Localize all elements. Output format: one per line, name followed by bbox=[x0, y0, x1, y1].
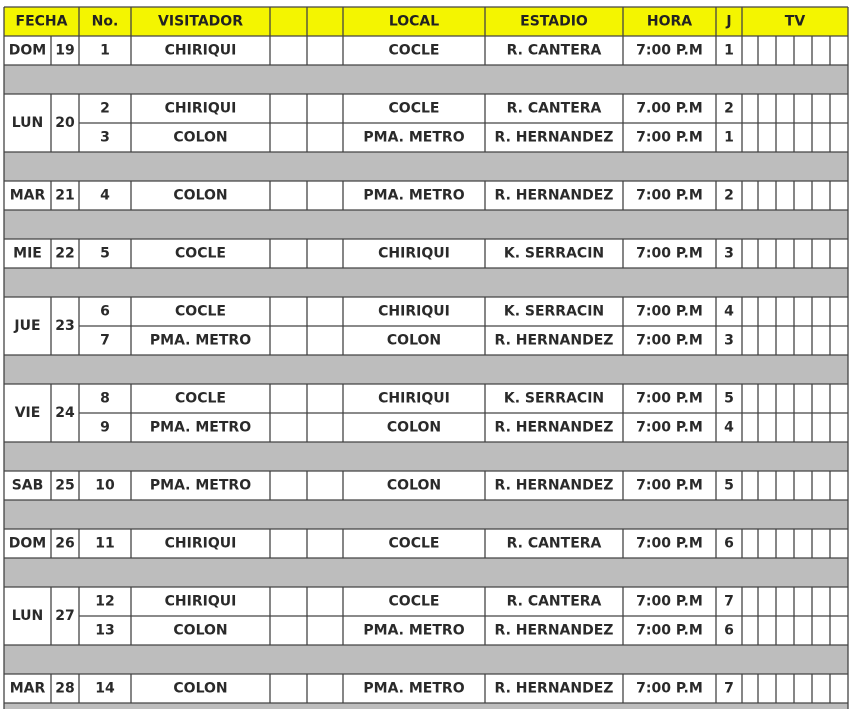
visitor-team: CHIRIQUI bbox=[164, 100, 237, 117]
header-tv: TV bbox=[784, 13, 806, 30]
header-hora: HORA bbox=[646, 13, 693, 30]
local-team: CHIRIQUI bbox=[378, 245, 450, 262]
visitor-team: COCLE bbox=[175, 303, 226, 320]
header-fecha: FECHA bbox=[15, 13, 68, 30]
day-label: LUN bbox=[11, 115, 44, 131]
separator-band bbox=[4, 210, 848, 239]
game-time: 7:00 P.M bbox=[636, 42, 703, 59]
game-time: 7:00 P.M bbox=[636, 535, 703, 552]
separator-band bbox=[4, 442, 848, 471]
stadium-name: R. HERNANDEZ bbox=[494, 477, 614, 494]
visitor-team: COCLE bbox=[175, 390, 226, 407]
game-time: 7:00 P.M bbox=[636, 622, 703, 639]
stadium-name: R. CANTERA bbox=[506, 535, 602, 552]
visitor-team: PMA. METRO bbox=[149, 332, 252, 349]
local-team: COLON bbox=[386, 419, 442, 436]
game-number: 9 bbox=[100, 419, 110, 436]
header-visitador: VISITADOR bbox=[158, 13, 243, 30]
visitor-team: CHIRIQUI bbox=[164, 42, 237, 59]
separator-band bbox=[4, 645, 848, 674]
game-j: 1 bbox=[724, 42, 734, 59]
game-j: 5 bbox=[724, 477, 734, 494]
stadium-name: R. HERNANDEZ bbox=[494, 622, 614, 639]
local-team: COCLE bbox=[388, 593, 440, 610]
game-number: 7 bbox=[100, 332, 110, 349]
game-time: 7:00 P.M bbox=[636, 680, 703, 697]
game-j: 5 bbox=[724, 390, 734, 407]
day-label: JUE bbox=[14, 318, 41, 334]
header-j: J bbox=[726, 13, 732, 30]
date-label: 23 bbox=[55, 318, 75, 334]
stadium-name: R. CANTERA bbox=[506, 593, 602, 610]
visitor-team: CHIRIQUI bbox=[164, 535, 237, 552]
date-label: 20 bbox=[55, 115, 75, 131]
game-number: 4 bbox=[100, 187, 110, 204]
game-j: 6 bbox=[724, 535, 734, 552]
date-label: 26 bbox=[55, 535, 75, 552]
day-label: DOM bbox=[8, 535, 47, 552]
game-number: 10 bbox=[95, 477, 115, 494]
separator-band bbox=[4, 703, 848, 709]
local-team: PMA. METRO bbox=[363, 129, 465, 146]
day-label: MAR bbox=[9, 187, 46, 204]
game-time: 7:00 P.M bbox=[636, 129, 703, 146]
game-number: 8 bbox=[100, 390, 110, 407]
day-label: MAR bbox=[9, 680, 46, 697]
game-j: 4 bbox=[724, 303, 734, 320]
stadium-name: K. SERRACIN bbox=[503, 245, 605, 262]
header-estadio: ESTADIO bbox=[520, 13, 588, 30]
date-label: 27 bbox=[55, 608, 75, 624]
day-label: SAB bbox=[11, 477, 44, 494]
local-team: COLON bbox=[386, 477, 442, 494]
game-time: 7:00 P.M bbox=[636, 245, 703, 262]
local-team: COLON bbox=[386, 332, 442, 349]
separator-band bbox=[4, 500, 848, 529]
date-label: 25 bbox=[55, 477, 75, 494]
game-number: 5 bbox=[100, 245, 110, 262]
game-j: 7 bbox=[724, 593, 734, 610]
game-number: 2 bbox=[100, 100, 110, 117]
stadium-name: R. CANTERA bbox=[506, 100, 602, 117]
visitor-team: COCLE bbox=[175, 245, 226, 262]
visitor-team: COLON bbox=[173, 129, 228, 146]
visitor-team: CHIRIQUI bbox=[164, 593, 237, 610]
game-time: 7:00 P.M bbox=[636, 477, 703, 494]
game-j: 3 bbox=[724, 245, 734, 262]
game-time: 7:00 P.M bbox=[636, 419, 703, 436]
game-number: 11 bbox=[95, 535, 115, 552]
local-team: COCLE bbox=[388, 535, 440, 552]
game-time: 7.00 P.M bbox=[636, 100, 703, 117]
separator-band bbox=[4, 152, 848, 181]
game-time: 7:00 P.M bbox=[636, 187, 703, 204]
stadium-name: R. HERNANDEZ bbox=[494, 187, 614, 204]
date-label: 28 bbox=[55, 680, 75, 697]
game-number: 12 bbox=[95, 593, 115, 610]
separator-band bbox=[4, 268, 848, 297]
local-team: PMA. METRO bbox=[363, 187, 465, 204]
game-j: 6 bbox=[724, 622, 734, 639]
game-time: 7:00 P.M bbox=[636, 332, 703, 349]
local-team: PMA. METRO bbox=[363, 680, 465, 697]
header-local: LOCAL bbox=[388, 13, 440, 30]
game-number: 14 bbox=[95, 680, 115, 697]
game-j: 1 bbox=[724, 129, 734, 146]
header-no: No. bbox=[91, 13, 119, 30]
separator-band bbox=[4, 558, 848, 587]
game-number: 13 bbox=[95, 622, 115, 639]
day-label: MIE bbox=[13, 245, 42, 262]
game-time: 7:00 P.M bbox=[636, 593, 703, 610]
game-time: 7:00 P.M bbox=[636, 303, 703, 320]
stadium-name: R. HERNANDEZ bbox=[494, 332, 614, 349]
local-team: PMA. METRO bbox=[363, 622, 465, 639]
game-j: 3 bbox=[724, 332, 734, 349]
visitor-team: PMA. METRO bbox=[149, 477, 252, 494]
game-number: 3 bbox=[100, 129, 110, 146]
separator-band bbox=[4, 65, 848, 94]
stadium-name: R. HERNANDEZ bbox=[494, 129, 614, 146]
game-time: 7:00 P.M bbox=[636, 390, 703, 407]
stadium-name: R. CANTERA bbox=[506, 42, 602, 59]
day-label: DOM bbox=[8, 42, 47, 59]
local-team: CHIRIQUI bbox=[378, 390, 450, 407]
game-j: 4 bbox=[724, 419, 734, 436]
game-j: 2 bbox=[724, 187, 734, 204]
visitor-team: COLON bbox=[173, 680, 228, 697]
day-label: VIE bbox=[14, 405, 41, 421]
separator-band bbox=[4, 355, 848, 384]
date-label: 24 bbox=[55, 405, 75, 421]
visitor-team: COLON bbox=[173, 622, 228, 639]
local-team: CHIRIQUI bbox=[378, 303, 450, 320]
visitor-team: PMA. METRO bbox=[149, 419, 252, 436]
local-team: COCLE bbox=[388, 42, 440, 59]
game-j: 2 bbox=[724, 100, 734, 117]
date-label: 19 bbox=[55, 42, 75, 59]
stadium-name: K. SERRACIN bbox=[503, 303, 605, 320]
stadium-name: R. HERNANDEZ bbox=[494, 419, 614, 436]
game-number: 6 bbox=[100, 303, 110, 320]
date-label: 22 bbox=[55, 245, 75, 262]
visitor-team: COLON bbox=[173, 187, 228, 204]
day-label: LUN bbox=[11, 608, 44, 624]
stadium-name: R. HERNANDEZ bbox=[494, 680, 614, 697]
game-j: 7 bbox=[724, 680, 734, 697]
game-number: 1 bbox=[100, 42, 110, 59]
stadium-name: K. SERRACIN bbox=[503, 390, 605, 407]
local-team: COCLE bbox=[388, 100, 440, 117]
date-label: 21 bbox=[55, 187, 75, 204]
